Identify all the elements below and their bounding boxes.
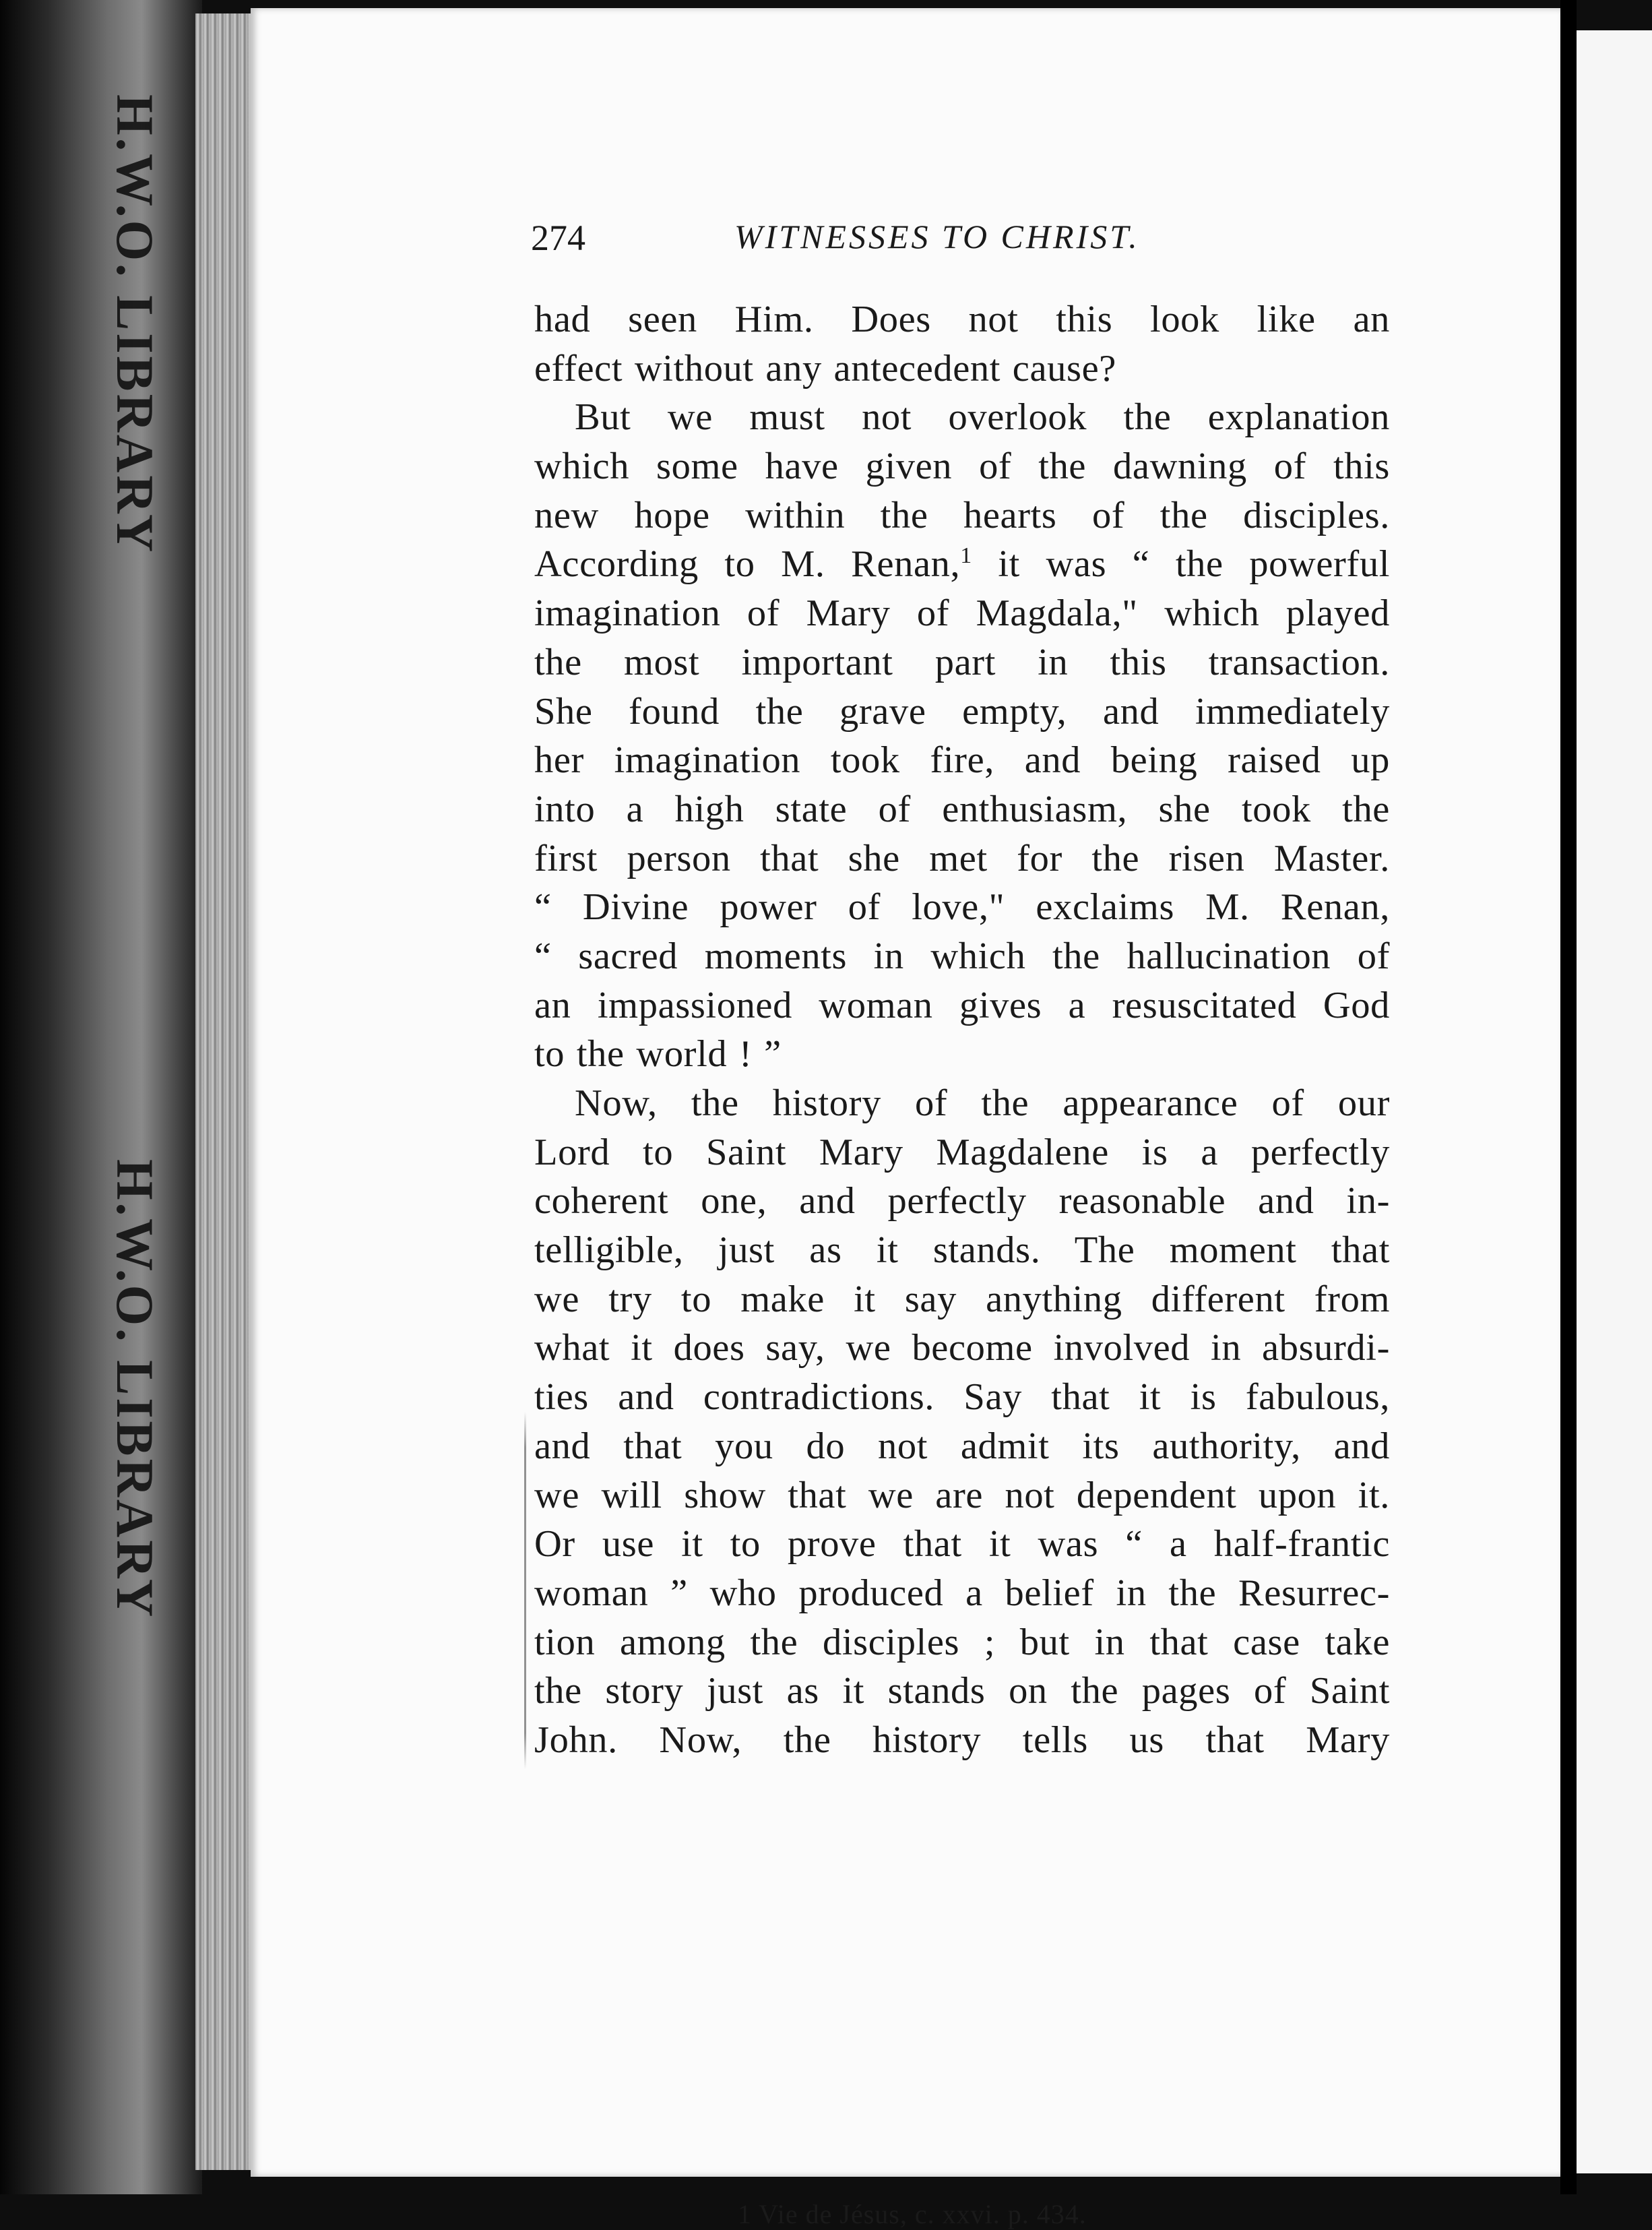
- body-text: [534, 295, 1390, 1765]
- text-line: her imagination took fire, and being raised up: [534, 739, 1390, 782]
- text-line: “ Divine power of love," exclaims M. Renan,: [534, 886, 1390, 929]
- margin-pencil-mark: [524, 1412, 526, 1769]
- text-line: Or use it to prove that it was “ a half-frantic: [534, 1523, 1390, 1566]
- text-line: which some have given of the dawning of this: [534, 445, 1390, 488]
- text-line: had seen Him. Does not this look like an: [534, 299, 1390, 340]
- page-gutter: [1560, 0, 1577, 2194]
- spine-label-bottom: H.W.O. LIBRARY: [106, 1159, 164, 1620]
- text-fragment: it was “ the powerful: [972, 543, 1390, 586]
- text-line: new hope within the hearts of the disciples.: [534, 494, 1390, 536]
- text-line: and that you do not admit its authority, and: [534, 1425, 1390, 1467]
- text-line-with-footnote: [534, 540, 1390, 589]
- text-line: what it does say, we become involved in absurdi-: [534, 1327, 1390, 1369]
- text-line: first person that she met for the risen Master.: [534, 837, 1390, 879]
- text-line: we try to make it say anything different from: [534, 1278, 1390, 1320]
- facing-page-edge: [1577, 30, 1652, 2173]
- spine-label-top: H.W.O. LIBRARY: [106, 94, 164, 555]
- text-line: telligible, just as it stands. The moment that: [534, 1229, 1390, 1272]
- text-line: But we must not overlook the explanation: [575, 396, 1390, 439]
- running-head: WITNESSES TO CHRIST.: [734, 218, 1140, 255]
- text-line: She found the grave empty, and immediately: [534, 690, 1390, 733]
- footnote: 1 Vie de Jésus, c. xxvi. p. 434.: [738, 2199, 1087, 2229]
- text-line: ties and contradictions. Say that it is fabulous,: [534, 1376, 1390, 1419]
- text-line: John. Now, the history tells us that Mary: [534, 1718, 1390, 1761]
- text-line: the story just as it stands on the pages of Saint: [534, 1670, 1390, 1712]
- footnote-marker: 1: [960, 543, 972, 569]
- page-edges: [195, 13, 253, 2170]
- text-line: an impassioned woman gives a resuscitated God: [534, 984, 1390, 1026]
- text-line: coherent one, and perfectly reasonable and in-: [534, 1180, 1390, 1222]
- text-line: the most important part in this transaction.: [534, 641, 1390, 683]
- text-line: woman ” who produced a belief in the Resurrec-: [534, 1572, 1390, 1614]
- text-line: imagination of Mary of Magdala," which played: [534, 592, 1390, 635]
- text-line: effect without any antecedent cause?: [534, 347, 1116, 390]
- text-line: into a high state of enthusiasm, she took the: [534, 788, 1390, 830]
- text-line: Now, the history of the appearance of our: [575, 1082, 1390, 1124]
- text-line: we will show that we are not dependent upon it.: [534, 1474, 1390, 1516]
- text-line: to the world ! ”: [534, 1033, 782, 1076]
- text-fragment: According to M. Renan,: [534, 543, 961, 586]
- text-line: tion among the disciples ; but in that case take: [534, 1621, 1390, 1663]
- book-spine: [0, 0, 202, 2194]
- text-line: Lord to Saint Mary Magdalene is a perfectly: [534, 1131, 1390, 1173]
- page-number: 274: [531, 218, 585, 258]
- text-line: “ sacred moments in which the hallucination of: [534, 935, 1390, 977]
